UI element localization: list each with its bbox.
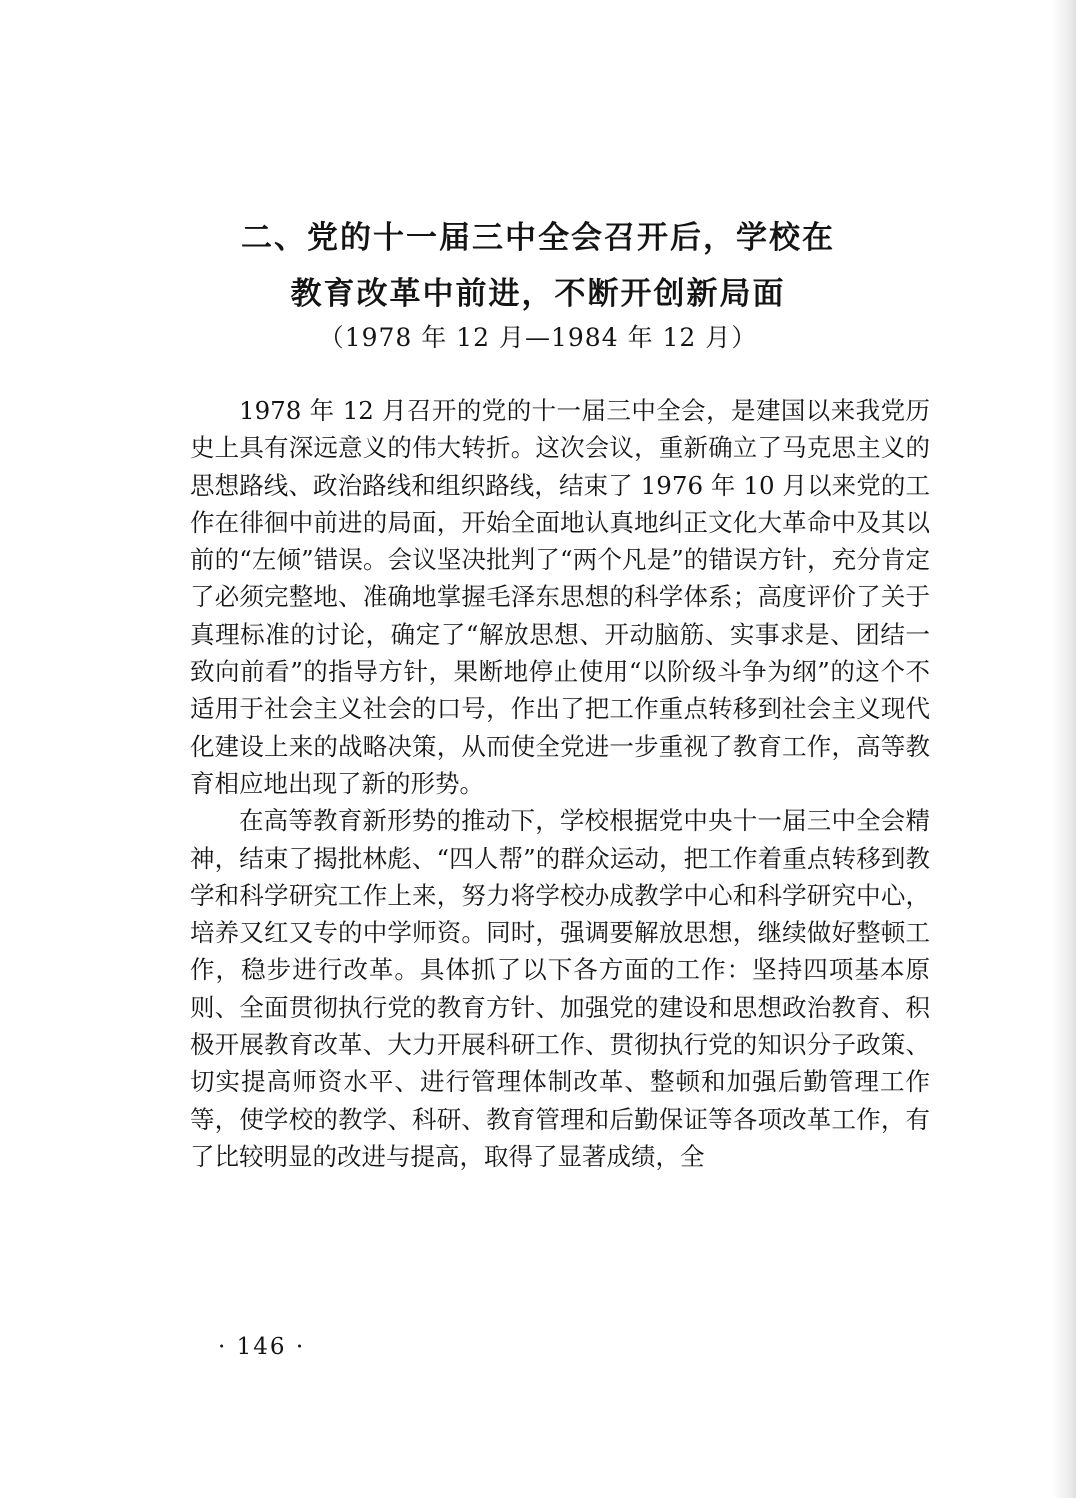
paragraph-2: 在高等教育新形势的推动下，学校根据党中央十一届三中全会精神，结束了揭批林彪、“四人帮”的群众运动，把工作着重点转移到教学和科学研究工作上来，努力将学校办成教学中心和科学研究中心，培养又红又专的中学师资。同时，强调要解放思想，继续做好整顿工作，稳步进行改革。具体抓了以下各方面的工作：坚持四项基本原则、全面贯彻执行党的教育方针、加强党的建设和思想政治教育、积极开展教育改革、大力开展科研工作、贯彻执行党的知识分子政策、切实提高师资水平、进行管理体制改革、整顿和加强后勤管理工作等，使学校的教学、科研、教育管理和后勤保证等各项改革工作，有了比较明显的改进与提高，取得了显著成绩，全	[190, 806, 930, 1171]
section-date-range: （1978 年 12 月—1984 年 12 月）	[318, 323, 758, 352]
paragraph-1: 1978 年 12 月召开的党的十一届三中全会，是建国以来我党历史上具有深远意义的伟大转折。这次会议，重新确立了马克思主义的思想路线、政治路线和组织路线，结束了 1976 年 10 月以来党的工作在徘徊中前进的局面，开始全面地认真地纠正文化大革命中及其以前的“左倾”错误。会议坚决批判了“两个凡是”的错误方针，充分肯定了必须完整地、准确地掌握毛泽东思想的科学体系；高度评价了关于真理标准的讨论，确定了“解放思想、开动脑筋、实事求是、团结一致向前看”的指导方针，果断地停止使用“以阶级斗争为纲”的这个不适用于社会主义社会的口号，作出了把工作重点转移到社会主义现代化建设上来的战略决策，从而使全党进一步重视了教育工作，高等教育相应地出现了新的形势。	[190, 396, 930, 798]
body-text	[190, 392, 930, 1175]
page-number: · 146 ·	[218, 1334, 306, 1360]
section-title-line-1: 二、党的十一届三中全会召开后，学校在	[241, 220, 835, 256]
section-title-line-2: 教育改革中前进，不断开创新局面	[290, 276, 786, 312]
